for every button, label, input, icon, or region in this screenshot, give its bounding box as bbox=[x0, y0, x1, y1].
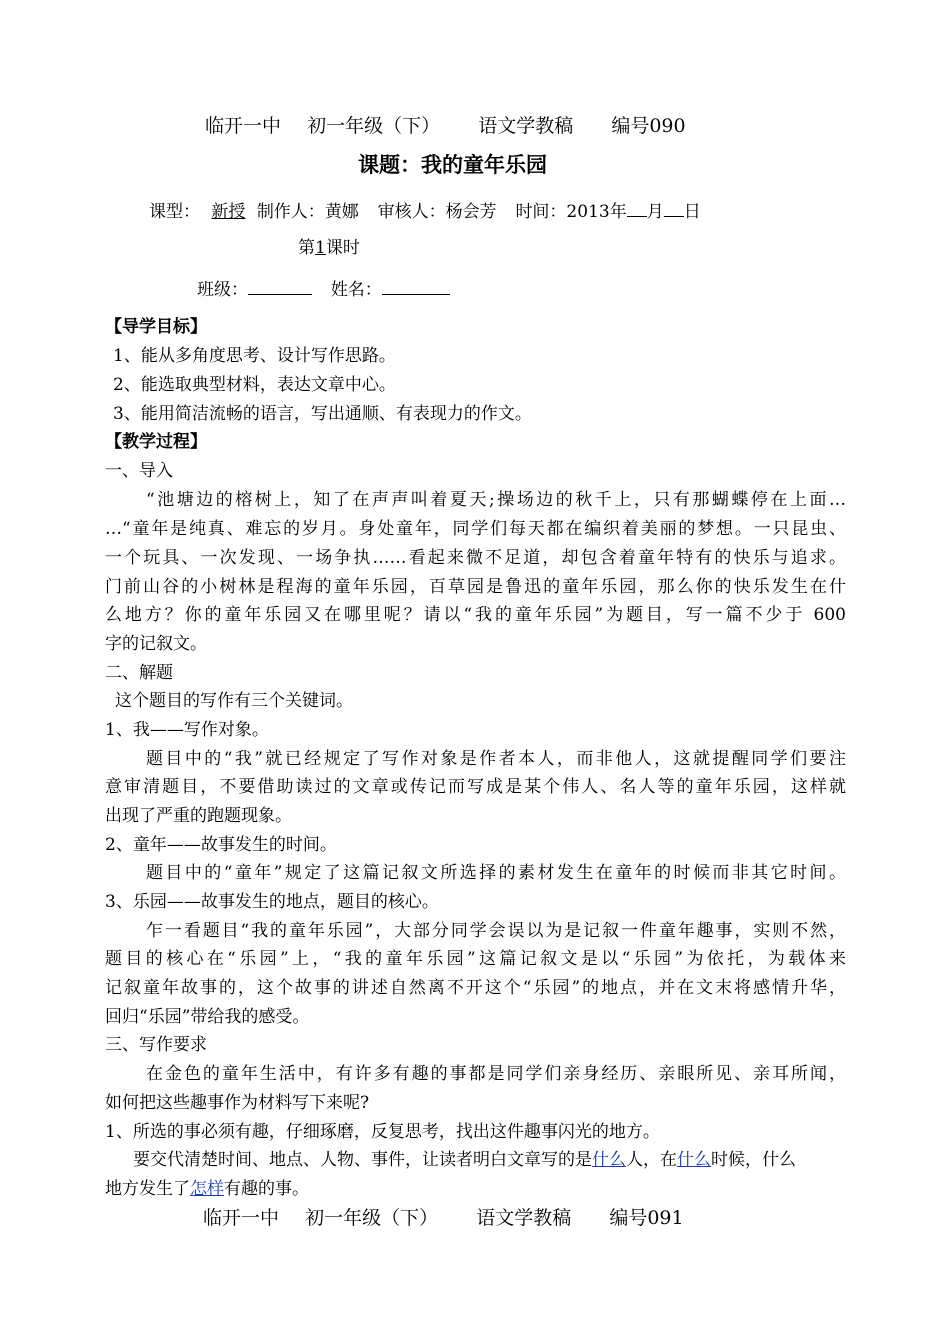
paragraph-line: 一个玩具、一次发现、一场争执……看起来微不足道，却包含着童年特有的快乐与追求。 bbox=[105, 548, 846, 568]
footer-subject: 语文学教稿 bbox=[476, 1207, 572, 1229]
paragraph-line: 意审清题目，不要借助读过的文章或传记而写成是某个伟人、名人等的童年乐园，这样就 bbox=[105, 777, 846, 797]
day-label: 日 bbox=[683, 202, 701, 222]
paragraph-line: 如何把这些趣事作为材料写下来呢? bbox=[105, 1093, 370, 1113]
footer-school: 临开一中 bbox=[203, 1207, 280, 1229]
type-label: 课型： bbox=[149, 202, 200, 222]
paragraph-line: 么地方？你的童年乐园又在哪里呢？请以“我的童年乐园”为题目，写一篇不少于 600 bbox=[105, 605, 846, 625]
paragraph-line: 乍一看题目“我的童年乐园”，大部分同学会误以为是记叙一件童年趣事，实则不然， bbox=[146, 921, 846, 941]
link-what[interactable]: 什么 bbox=[592, 1150, 626, 1170]
student-line bbox=[197, 276, 450, 302]
page-title: 课题：我的童年乐园 bbox=[358, 152, 547, 177]
lesson-number: 1 bbox=[315, 238, 326, 258]
paragraph-line: 门前山谷的小树林是程海的童年乐园，百草园是鲁迅的童年乐园，那么你的快乐发生在什 bbox=[105, 577, 846, 597]
goals-heading: 【导学目标】 bbox=[105, 317, 207, 337]
keyword-title: 2、童年——故事发生的时间。 bbox=[105, 835, 337, 855]
goal-item: 3、能用简洁流畅的语言，写出通顺、有表现力的作文。 bbox=[113, 404, 532, 424]
text-segment: 有趣的事。 bbox=[224, 1179, 309, 1199]
header-grade: 初一年级（下） bbox=[307, 115, 441, 137]
paragraph-line: 出现了严重的跑题现象。 bbox=[105, 806, 292, 826]
name-field[interactable] bbox=[382, 276, 450, 295]
name-label: 姓名： bbox=[330, 280, 382, 300]
footer-grade: 初一年级（下） bbox=[305, 1207, 439, 1229]
meta-line bbox=[149, 198, 701, 224]
class-field[interactable] bbox=[248, 276, 312, 295]
reviewer-label: 审核人： bbox=[377, 202, 446, 222]
footer-number: 编号091 bbox=[609, 1207, 684, 1229]
paragraph-line: 在金色的童年生活中，有许多有趣的事都是同学们亲身经历、亲眼所见、亲耳所闻， bbox=[146, 1064, 846, 1084]
type-value: 新授 bbox=[211, 202, 246, 222]
section-title: 一、导入 bbox=[105, 461, 173, 481]
paragraph-line bbox=[133, 1148, 796, 1172]
process-heading: 【教学过程】 bbox=[105, 432, 207, 452]
section-title: 二、解题 bbox=[105, 663, 173, 683]
link-how[interactable]: 怎样 bbox=[190, 1179, 224, 1199]
goal-item: 2、能选取典型材料，表达文章中心。 bbox=[113, 375, 396, 395]
text-segment: 地方发生了 bbox=[105, 1179, 190, 1199]
lesson-prefix: 第 bbox=[298, 238, 315, 258]
paragraph-line: 这个题目的写作有三个关键词。 bbox=[115, 691, 353, 711]
header-number: 编号090 bbox=[611, 115, 686, 137]
section-title: 三、写作要求 bbox=[105, 1035, 207, 1055]
link-when[interactable]: 什么 bbox=[677, 1150, 711, 1170]
paragraph-line: “池塘边的榕树上，知了在声声叫着夏天;操场边的秋千上，只有那蝴蝶停在上面… bbox=[146, 490, 846, 510]
time-label: 时间：2013年 bbox=[515, 202, 627, 222]
day-blank[interactable] bbox=[664, 198, 684, 217]
month-blank[interactable] bbox=[627, 198, 647, 217]
paragraph-line: 题目中的“童年”规定了这篇记叙文所选择的素材发生在童年的时候而非其它时间。 bbox=[146, 863, 846, 883]
page-header bbox=[205, 114, 686, 138]
paragraph-line: 记叙童年故事的，这个故事的讲述自然离不开这个“乐园”的地点，并在文末将感情升华， bbox=[105, 978, 846, 998]
paragraph-line: 字的记叙文。 bbox=[105, 634, 207, 654]
keyword-title: 1、我——写作对象。 bbox=[105, 720, 269, 740]
paragraph-line: 题目中的“我”就已经规定了写作对象是作者本人，而非他人，这就提醒同学们要注 bbox=[146, 749, 846, 769]
text-segment: 人，在 bbox=[626, 1150, 677, 1170]
paragraph-line: 题目的核心在“乐园”上，“我的童年乐园”这篇记叙文是以“乐园”为依托，为载体来 bbox=[105, 949, 846, 969]
maker-label: 制作人： bbox=[256, 202, 325, 222]
lesson-line bbox=[298, 236, 360, 260]
header-school: 临开一中 bbox=[205, 115, 282, 137]
class-label: 班级： bbox=[197, 280, 248, 300]
page-footer bbox=[203, 1206, 684, 1230]
paragraph-line bbox=[105, 1177, 309, 1201]
reviewer-value: 杨会芳 bbox=[445, 202, 497, 222]
maker-value: 黄娜 bbox=[324, 202, 359, 222]
paragraph-line: …“童年是纯真、难忘的岁月。身处童年，同学们每天都在编织着美丽的梦想。一只昆虫、 bbox=[105, 519, 846, 539]
lesson-suffix: 课时 bbox=[325, 238, 360, 258]
paragraph-line: 回归“乐园”带给我的感受。 bbox=[105, 1007, 310, 1027]
goal-item: 1、能从多角度思考、设计写作思路。 bbox=[113, 346, 396, 366]
requirement-title: 1、所选的事必须有趣，仔细琢磨，反复思考，找出这件趣事闪光的地方。 bbox=[105, 1122, 660, 1142]
keyword-title: 3、乐园——故事发生的地点，题目的核心。 bbox=[105, 892, 439, 912]
month-label: 月 bbox=[646, 202, 664, 222]
header-subject: 语文学教稿 bbox=[478, 115, 574, 137]
text-segment: 要交代清楚时间、地点、人物、事件，让读者明白文章写的是 bbox=[133, 1150, 592, 1170]
text-segment: 时候，什么 bbox=[711, 1150, 796, 1170]
